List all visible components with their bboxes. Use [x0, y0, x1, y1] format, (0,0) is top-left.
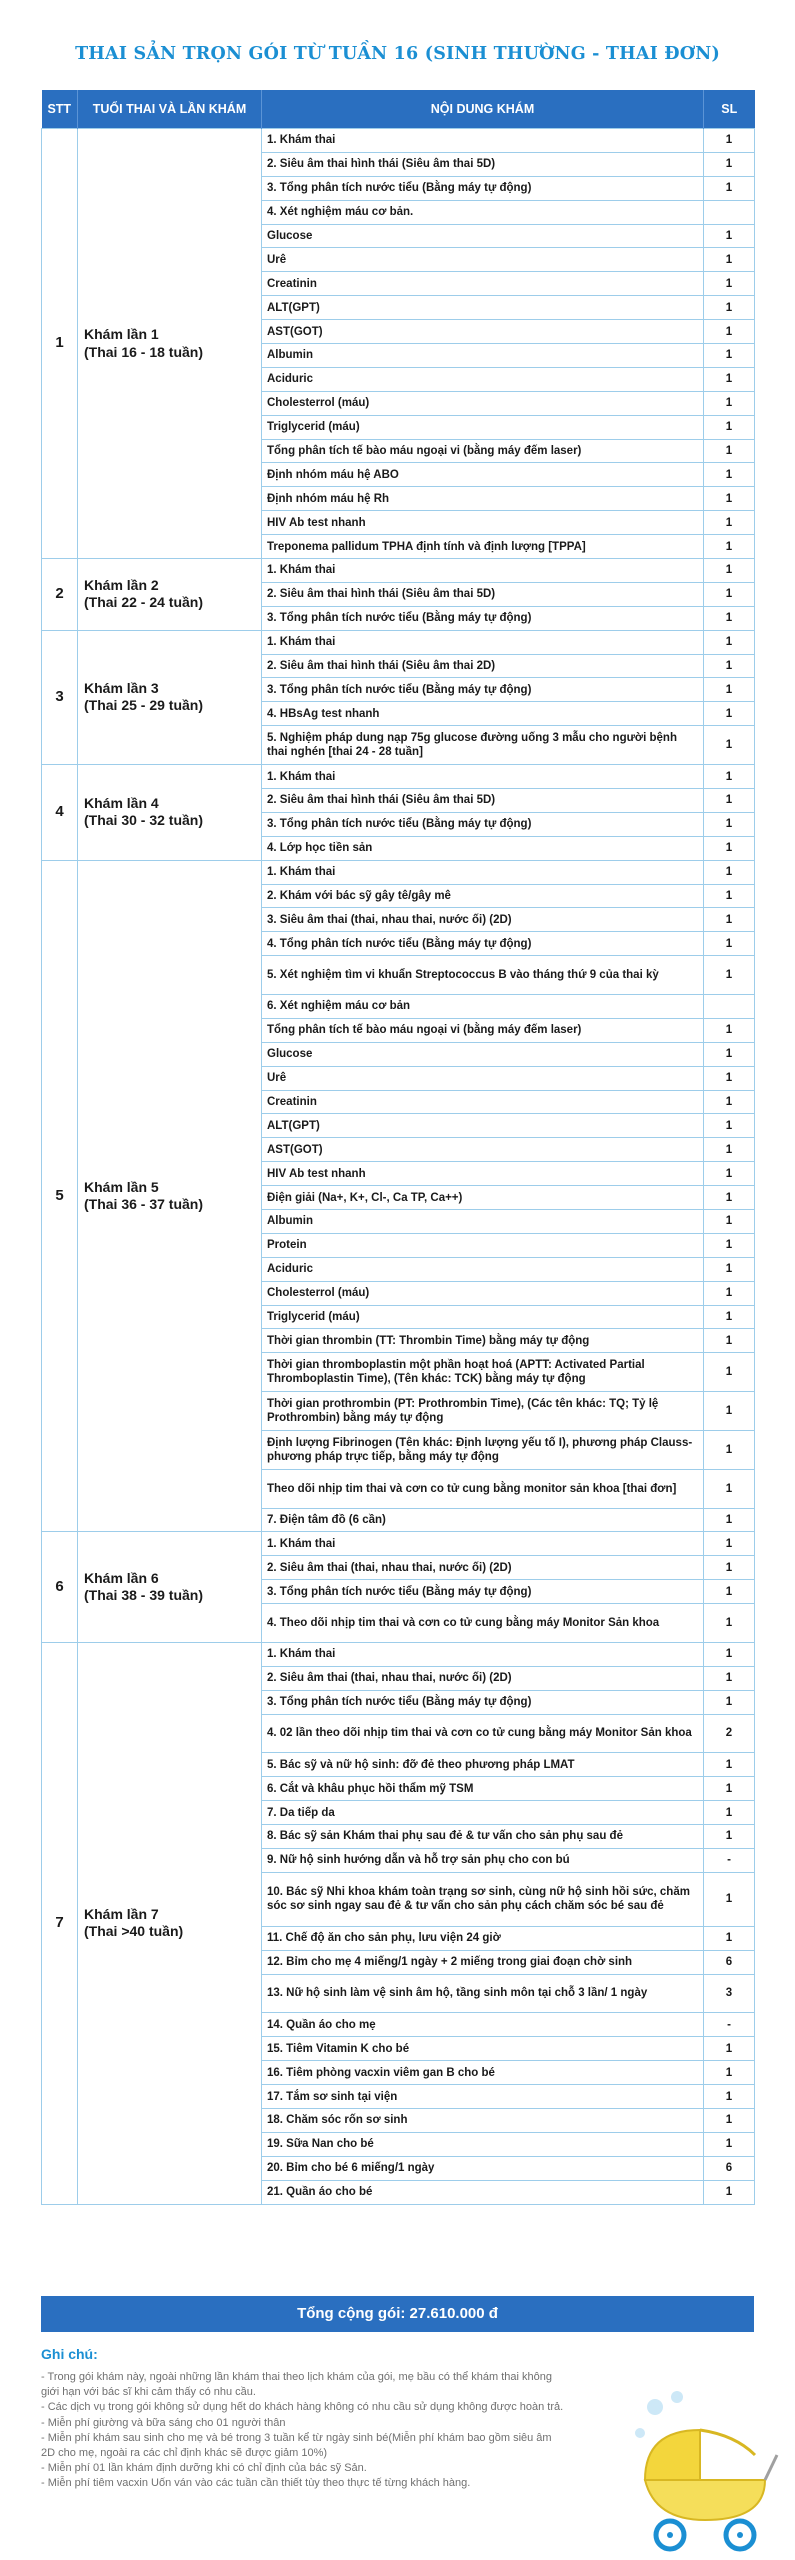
content-cell: 18. Chăm sóc rốn sơ sinh: [262, 2108, 704, 2132]
note-line: - Miễn phí 01 lần khám định dưỡng khi có chỉ định của bác sỹ Sản.: [41, 2462, 367, 2475]
quantity-cell: 1: [704, 559, 755, 583]
content-cell: 7. Điện tâm đồ (6 cần): [262, 1508, 704, 1532]
quantity-cell: 1: [704, 1556, 755, 1580]
quantity-cell: 1: [704, 1162, 755, 1186]
table-row: [42, 129, 755, 153]
content-cell: 14. Quần áo cho mẹ: [262, 2013, 704, 2037]
content-cell: Theo dõi nhịp tim thai và cơn co tử cung bằng monitor sản khoa [thai đơn]: [262, 1469, 704, 1508]
stt-cell: 6: [42, 1532, 78, 1642]
content-cell: Định nhóm máu hệ Rh: [262, 487, 704, 511]
quantity-cell: 1: [704, 1305, 755, 1329]
exam-title: Khám lần 5: [84, 1178, 159, 1195]
content-cell: Albumin: [262, 1210, 704, 1234]
quantity-cell: 1: [704, 248, 755, 272]
exam-week-range: (Thai 30 - 32 tuần): [84, 812, 204, 829]
content-cell: Urê: [262, 1066, 704, 1090]
content-cell: Glucose: [262, 224, 704, 248]
content-cell: 3. Siêu âm thai (thai, nhau thai, nước ối) (2D): [262, 908, 704, 932]
content-cell: 1. Khám thai: [262, 559, 704, 583]
content-cell: Triglycerid (máu): [262, 1305, 704, 1329]
table-row: [42, 1532, 755, 1556]
content-cell: Thời gian thromboplastin một phần hoạt hoá (APTT: Activated Partial Thromboplastin Time), (Tên khác: TCK) bằng máy tự động: [262, 1353, 704, 1392]
quantity-cell: 1: [704, 2037, 755, 2061]
exam-cell: [78, 765, 262, 861]
exam-week-range: (Thai 16 - 18 tuần): [84, 343, 204, 360]
quantity-cell: 1: [704, 1138, 755, 1162]
quantity-cell: 1: [704, 1690, 755, 1714]
quantity-cell: 1: [704, 1042, 755, 1066]
content-cell: 10. Bác sỹ Nhi khoa khám toàn trạng sơ sinh, cùng nữ hộ sinh hồi sức, chăm sóc sơ sinh ngay sau đẻ & tư vấn cho sản phụ cách chăm sóc bé sau đẻ: [262, 1872, 704, 1926]
stt-cell: 7: [42, 1642, 78, 2204]
quantity-cell: 1: [704, 836, 755, 860]
quantity-cell: 1: [704, 1777, 755, 1801]
note-line: - Miễn phí tiêm vacxin Uốn ván vào các tuần cần thiết tùy theo thực tế từng khách hàng.: [41, 2477, 471, 2490]
quantity-cell: 1: [704, 129, 755, 153]
content-cell: 7. Da tiếp da: [262, 1801, 704, 1825]
content-cell: 3. Tổng phân tích nước tiểu (Bằng máy tự động): [262, 1690, 704, 1714]
content-cell: 5. Xét nghiệm tìm vi khuẩn Streptococcus B vào tháng thứ 9 của thai kỳ: [262, 956, 704, 995]
quantity-cell: 1: [704, 487, 755, 511]
table-row: [42, 860, 755, 884]
quantity-cell: 1: [704, 2061, 755, 2085]
content-cell: AST(GOT): [262, 320, 704, 344]
quantity-cell: 1: [704, 630, 755, 654]
content-cell: 11. Chế độ ăn cho sản phụ, lưu viện 24 giờ: [262, 1926, 704, 1950]
note-line: - Trong gói khám này, ngoài những lần khám thai theo lịch khám của gói, mẹ bầu có thể khám thai không: [41, 2371, 553, 2383]
content-cell: 2. Siêu âm thai hình thái (Siêu âm thai 5D): [262, 788, 704, 812]
exam-cell: [78, 129, 262, 559]
quantity-cell: 1: [704, 1642, 755, 1666]
page-title: THAI SẢN TRỌN GÓI TỪ TUẦN 16 (SINH THƯỜNG - THAI ĐƠN): [75, 44, 720, 64]
quantity-cell: 1: [704, 367, 755, 391]
quantity-cell: 1: [704, 1210, 755, 1234]
quantity-cell: 1: [704, 1430, 755, 1469]
content-cell: 1. Khám thai: [262, 860, 704, 884]
exam-cell: [78, 559, 262, 631]
note-line: - Miễn phí giường và bữa sáng cho 01 người thân: [41, 2416, 286, 2429]
note-line: - Các dịch vụ trong gói không sử dụng hết do khách hàng không có nhu cầu sử dụng không được hoàn trả.: [41, 2401, 564, 2414]
content-cell: Định lượng Fibrinogen (Tên khác: Định lượng yếu tố I), phương pháp Clauss- phương pháp trực tiếp, bằng máy tự động: [262, 1430, 704, 1469]
content-cell: Tổng phân tích tế bào máu ngoại vi (bằng máy đếm laser): [262, 1018, 704, 1042]
quantity-cell: 1: [704, 1329, 755, 1353]
stt-cell: 1: [42, 129, 78, 559]
quantity-cell: 1: [704, 1825, 755, 1849]
content-cell: 3. Tổng phân tích nước tiểu (Bằng máy tự động): [262, 606, 704, 630]
content-cell: Treponema pallidum TPHA định tính và định lượng [TPPA]: [262, 535, 704, 559]
content-cell: Triglycerid (máu): [262, 415, 704, 439]
content-cell: Thời gian thrombin (TT: Thrombin Time) bằng máy tự động: [262, 1329, 704, 1353]
quantity-cell: 1: [704, 2085, 755, 2109]
quantity-cell: 1: [704, 224, 755, 248]
table-row: [42, 765, 755, 789]
content-cell: 3. Tổng phân tích nước tiểu (Bằng máy tự động): [262, 678, 704, 702]
quantity-cell: 1: [704, 1392, 755, 1431]
total-price-bar: Tổng cộng gói: 27.610.000 đ: [41, 2296, 754, 2332]
content-cell: ALT(GPT): [262, 296, 704, 320]
quantity-cell: 2: [704, 1714, 755, 1753]
quantity-cell: 1: [704, 678, 755, 702]
content-cell: Cholesterrol (máu): [262, 1281, 704, 1305]
content-cell: 9. Nữ hộ sinh hướng dẫn và hỗ trợ sản phụ cho con bú: [262, 1848, 704, 1872]
quantity-cell: 1: [704, 1233, 755, 1257]
exam-title: Khám lần 2: [84, 577, 159, 594]
exam-week-range: (Thai >40 tuần): [84, 1923, 184, 1940]
quantity-cell: 1: [704, 463, 755, 487]
content-cell: Creatinin: [262, 272, 704, 296]
quantity-cell: 1: [704, 726, 755, 765]
content-cell: Creatinin: [262, 1090, 704, 1114]
quantity-cell: 1: [704, 908, 755, 932]
exam-title: Khám lần 7: [84, 1906, 159, 1923]
content-cell: 2. Siêu âm thai (thai, nhau thai, nước ối) (2D): [262, 1666, 704, 1690]
content-cell: 13. Nữ hộ sinh làm vệ sinh âm hộ, tầng sinh môn tại chỗ 3 lần/ 1 ngày: [262, 1974, 704, 2013]
quantity-cell: 1: [704, 812, 755, 836]
exam-title: Khám lần 1: [84, 326, 159, 343]
exam-title: Khám lần 4: [84, 795, 159, 812]
quantity-cell: 1: [704, 1580, 755, 1604]
content-cell: 20. Bỉm cho bé 6 miếng/1 ngày: [262, 2156, 704, 2180]
quantity-cell: 1: [704, 1186, 755, 1210]
quantity-cell: 6: [704, 2156, 755, 2180]
note-line: 2D cho mẹ, ngoài ra các chỉ định khác sẽ được giảm 10%): [41, 2447, 328, 2460]
header-sl: SL: [704, 90, 755, 129]
content-cell: 2. Siêu âm thai (thai, nhau thai, nước ối) (2D): [262, 1556, 704, 1580]
quantity-cell: 1: [704, 1801, 755, 1825]
baby-stroller-icon: [615, 2385, 785, 2555]
content-cell: 6. Cắt và khâu phục hồi thẩm mỹ TSM: [262, 1777, 704, 1801]
quantity-cell: [704, 994, 755, 1018]
content-cell: Cholesterrol (máu): [262, 391, 704, 415]
content-cell: 17. Tắm sơ sinh tại viện: [262, 2085, 704, 2109]
quantity-cell: 1: [704, 932, 755, 956]
stt-cell: 5: [42, 860, 78, 1532]
content-cell: 1. Khám thai: [262, 765, 704, 789]
quantity-cell: 1: [704, 1353, 755, 1392]
content-cell: 12. Bỉm cho mẹ 4 miếng/1 ngày + 2 miếng trong giai đoạn chờ sinh: [262, 1950, 704, 1974]
header-stt: STT: [42, 90, 78, 129]
exam-title: Khám lần 3: [84, 680, 159, 697]
content-cell: 3. Tổng phân tích nước tiểu (Bằng máy tự động): [262, 1580, 704, 1604]
content-cell: 3. Tổng phân tích nước tiểu (Bằng máy tự động): [262, 176, 704, 200]
quantity-cell: 1: [704, 1872, 755, 1926]
content-cell: 16. Tiêm phòng vacxin viêm gan B cho bé: [262, 2061, 704, 2085]
content-cell: 4. Theo dõi nhịp tim thai và cơn co tử cung bằng máy Monitor Sản khoa: [262, 1604, 704, 1643]
exam-cell: [78, 860, 262, 1532]
quantity-cell: 1: [704, 1508, 755, 1532]
quantity-cell: 1: [704, 1257, 755, 1281]
content-cell: 4. Tổng phân tích nước tiểu (Bằng máy tự động): [262, 932, 704, 956]
quantity-cell: 1: [704, 1281, 755, 1305]
table-row: [42, 630, 755, 654]
content-cell: HIV Ab test nhanh: [262, 1162, 704, 1186]
exam-cell: [78, 1642, 262, 2204]
content-cell: Protein: [262, 1233, 704, 1257]
quantity-cell: 1: [704, 415, 755, 439]
quantity-cell: 1: [704, 535, 755, 559]
quantity-cell: 1: [704, 1018, 755, 1042]
table-body: [42, 129, 755, 2205]
content-cell: 15. Tiêm Vitamin K cho bé: [262, 2037, 704, 2061]
quantity-cell: 1: [704, 654, 755, 678]
quantity-cell: 1: [704, 1604, 755, 1643]
content-cell: 1. Khám thai: [262, 1642, 704, 1666]
quantity-cell: 1: [704, 152, 755, 176]
content-cell: 2. Siêu âm thai hình thái (Siêu âm thai 2D): [262, 654, 704, 678]
quantity-cell: 1: [704, 956, 755, 995]
quantity-cell: 1: [704, 272, 755, 296]
content-cell: Glucose: [262, 1042, 704, 1066]
quantity-cell: 1: [704, 1066, 755, 1090]
quantity-cell: 1: [704, 296, 755, 320]
exam-title: Khám lần 6: [84, 1570, 159, 1587]
content-cell: Aciduric: [262, 1257, 704, 1281]
quantity-cell: 1: [704, 439, 755, 463]
quantity-cell: 1: [704, 582, 755, 606]
table-header-row: [42, 90, 755, 129]
content-cell: 1. Khám thai: [262, 1532, 704, 1556]
exam-cell: [78, 1532, 262, 1642]
quantity-cell: 1: [704, 320, 755, 344]
stt-cell: 2: [42, 559, 78, 631]
quantity-cell: 1: [704, 1666, 755, 1690]
quantity-cell: 1: [704, 606, 755, 630]
quantity-cell: 1: [704, 860, 755, 884]
quantity-cell: 1: [704, 765, 755, 789]
notes-title: Ghi chú:: [41, 2346, 98, 2362]
note-line: - Miễn phí khám sau sinh cho mẹ và bé trong 3 tuần kể từ ngày sinh bé(Miễn phí khám bao gồm siêu âm: [41, 2431, 552, 2444]
exam-week-range: (Thai 38 - 39 tuần): [84, 1587, 204, 1604]
quantity-cell: 1: [704, 1753, 755, 1777]
quantity-cell: 1: [704, 1469, 755, 1508]
quantity-cell: [704, 200, 755, 224]
content-cell: 5. Bác sỹ và nữ hộ sinh: đỡ đẻ theo phương pháp LMAT: [262, 1753, 704, 1777]
quantity-cell: 1: [704, 1114, 755, 1138]
content-cell: HIV Ab test nhanh: [262, 511, 704, 535]
header-content: NỘI DUNG KHÁM: [262, 90, 704, 129]
stt-cell: 4: [42, 765, 78, 861]
exam-week-range: (Thai 25 - 29 tuần): [84, 697, 204, 714]
quantity-cell: 1: [704, 1532, 755, 1556]
content-cell: 3. Tổng phân tích nước tiểu (Bằng máy tự động): [262, 812, 704, 836]
content-cell: ALT(GPT): [262, 1114, 704, 1138]
content-cell: 21. Quần áo cho bé: [262, 2180, 704, 2204]
quantity-cell: 1: [704, 511, 755, 535]
content-cell: 4. 02 lần theo dõi nhịp tim thai và cơn co tử cung bằng máy Monitor Sản khoa: [262, 1714, 704, 1753]
quantity-cell: 1: [704, 788, 755, 812]
quantity-cell: 1: [704, 884, 755, 908]
content-cell: 19. Sữa Nan cho bé: [262, 2132, 704, 2156]
quantity-cell: 1: [704, 702, 755, 726]
exam-cell: [78, 630, 262, 764]
content-cell: 8. Bác sỹ sản Khám thai phụ sau đẻ & tư vấn cho sản phụ sau đẻ: [262, 1825, 704, 1849]
header-exam: TUỔI THAI VÀ LẦN KHÁM: [78, 90, 262, 129]
quantity-cell: -: [704, 1848, 755, 1872]
notes-list: [41, 2370, 641, 2492]
quantity-cell: 1: [704, 176, 755, 200]
content-cell: 4. Xét nghiệm máu cơ bản.: [262, 200, 704, 224]
content-cell: 5. Nghiệm pháp dung nạp 75g glucose đường uống 3 mẫu cho người bệnh thai nghén [thai 24 - 28 tuần]: [262, 726, 704, 765]
content-cell: Urê: [262, 248, 704, 272]
content-cell: 2. Siêu âm thai hình thái (Siêu âm thai 5D): [262, 152, 704, 176]
content-cell: Thời gian prothrombin (PT: Prothrombin Time), (Các tên khác: TQ; Tỷ lệ Prothrombin) bằng máy tự động: [262, 1392, 704, 1431]
content-cell: Aciduric: [262, 367, 704, 391]
quantity-cell: 6: [704, 1950, 755, 1974]
table-row: [42, 559, 755, 583]
content-cell: 2. Khám với bác sỹ gây tê/gây mê: [262, 884, 704, 908]
content-cell: 1. Khám thai: [262, 630, 704, 654]
content-cell: 4. HBsAg test nhanh: [262, 702, 704, 726]
content-cell: 6. Xét nghiệm máu cơ bản: [262, 994, 704, 1018]
quantity-cell: 1: [704, 2132, 755, 2156]
content-cell: AST(GOT): [262, 1138, 704, 1162]
quantity-cell: -: [704, 2013, 755, 2037]
content-cell: 1. Khám thai: [262, 129, 704, 153]
content-cell: 2. Siêu âm thai hình thái (Siêu âm thai 5D): [262, 582, 704, 606]
exam-week-range: (Thai 36 - 37 tuần): [84, 1196, 204, 1213]
content-cell: Định nhóm máu hệ ABO: [262, 463, 704, 487]
stt-cell: 3: [42, 630, 78, 764]
quantity-cell: 1: [704, 2180, 755, 2204]
table-row: [42, 1642, 755, 1666]
exam-week-range: (Thai 22 - 24 tuần): [84, 594, 204, 611]
content-cell: 4. Lớp học tiền sản: [262, 836, 704, 860]
quantity-cell: 3: [704, 1974, 755, 2013]
package-table: [41, 90, 755, 2205]
content-cell: Điện giải (Na+, K+, Cl-, Ca TP, Ca++): [262, 1186, 704, 1210]
content-cell: Albumin: [262, 344, 704, 368]
note-line: giới hạn với bác sĩ khi cảm thấy có nhu cầu.: [41, 2386, 256, 2399]
content-cell: Tổng phân tích tế bào máu ngoại vi (bằng máy đếm laser): [262, 439, 704, 463]
quantity-cell: 1: [704, 2108, 755, 2132]
quantity-cell: 1: [704, 1090, 755, 1114]
quantity-cell: 1: [704, 344, 755, 368]
quantity-cell: 1: [704, 391, 755, 415]
quantity-cell: 1: [704, 1926, 755, 1950]
